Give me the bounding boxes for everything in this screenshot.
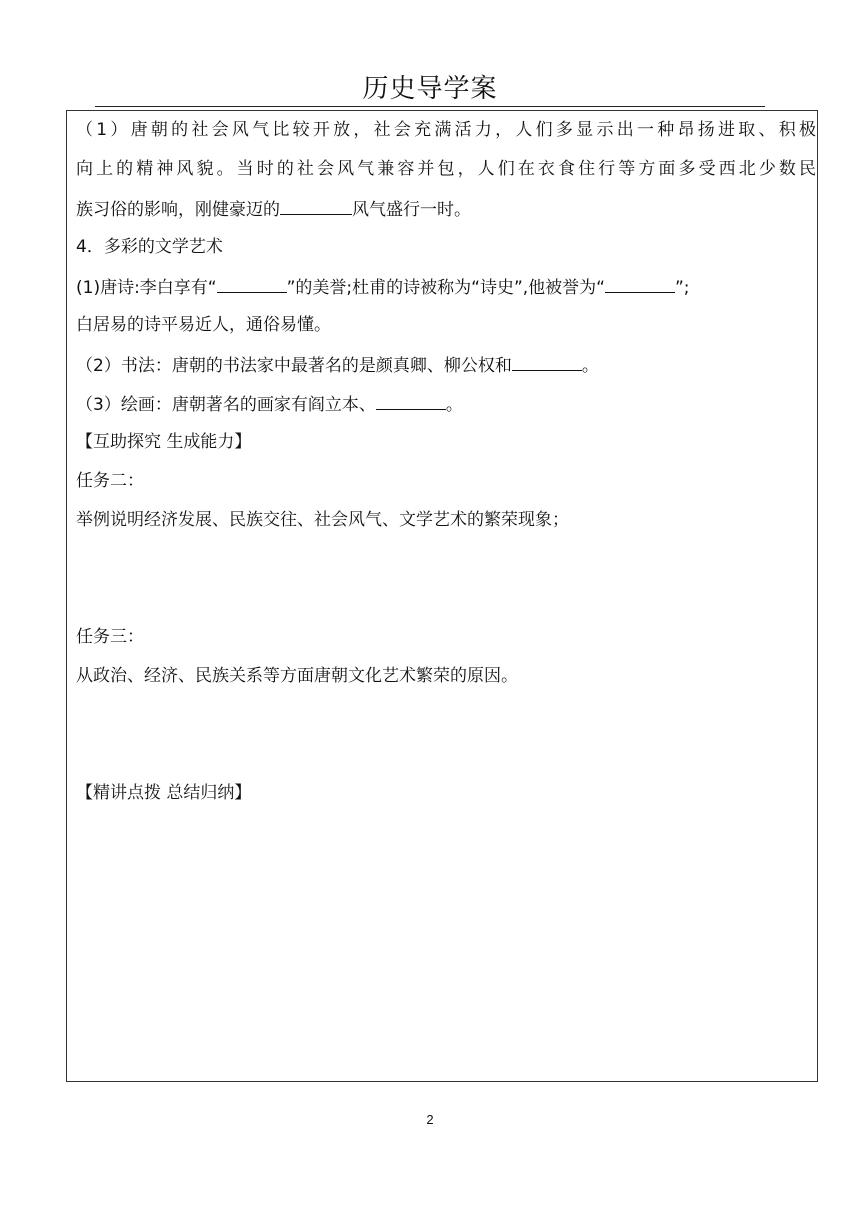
fill-blank[interactable] — [512, 352, 582, 371]
task-text: 从政治、经济、民族关系等方面唐朝文化艺术繁荣的原因。 — [76, 666, 518, 686]
paragraph-line: 白居易的诗平易近人，通俗易懂。 — [76, 315, 331, 335]
text-segment: （3）绘画：唐朝著名的画家有阎立本、 — [76, 395, 376, 415]
text-segment: 风气盛行一时。 — [352, 200, 471, 220]
header-rule — [95, 106, 765, 107]
section-heading: 4．多彩的文学艺术 — [76, 237, 223, 257]
task-label: 任务二： — [76, 471, 144, 491]
text-segment: (1)唐诗:李白享有“ — [76, 278, 217, 298]
paragraph-line — [76, 196, 816, 222]
fill-blank[interactable] — [217, 274, 287, 293]
paragraph-line — [76, 391, 816, 417]
paragraph-line: （1）唐朝的社会风气比较开放，社会充满活力，人们多显示出一种昂扬进取、积极 — [76, 120, 816, 140]
task-text: 举例说明经济发展、民族交往、社会风气、文学艺术的繁荣现象； — [76, 510, 569, 530]
text-segment: （2）书法：唐朝的书法家中最著名的是颜真卿、柳公权和 — [76, 356, 512, 376]
section-heading-coop: 【互助探究 生成能力】 — [76, 432, 252, 452]
text-segment: 。 — [581, 356, 599, 376]
page-title: 历史导学案 — [362, 74, 498, 104]
section-heading-summary: 【精讲点拨 总结归纳】 — [76, 783, 252, 803]
text-segment: 族习俗的影响，刚健豪迈的 — [76, 200, 280, 220]
paragraph-line — [76, 352, 816, 378]
fill-blank[interactable] — [280, 196, 352, 215]
paragraph-line: 向上的精神风貌。当时的社会风气兼容并包，人们在衣食住行等方面多受西北少数民 — [76, 159, 816, 179]
fill-blank[interactable] — [605, 274, 675, 293]
paragraph-line — [76, 274, 816, 300]
page-number: 2 — [426, 1112, 434, 1127]
fill-blank[interactable] — [376, 391, 446, 410]
task-label: 任务三： — [76, 627, 144, 647]
text-segment: ”的美誉;杜甫的诗被称为“诗史”,他被誉为“ — [286, 278, 605, 298]
text-segment: ”; — [674, 278, 690, 298]
text-segment: 。 — [445, 395, 463, 415]
